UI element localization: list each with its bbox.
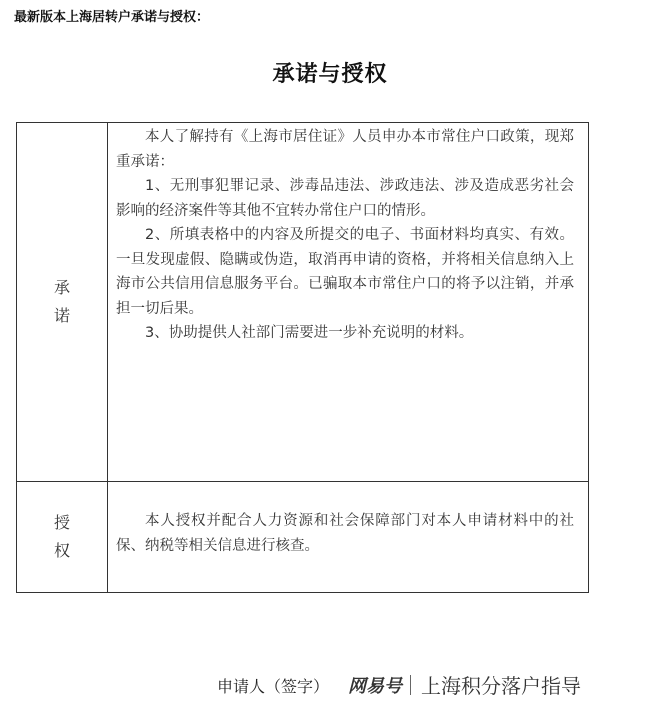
promise-label-cell	[17, 123, 108, 482]
promise-content	[108, 123, 588, 346]
promise-paragraph: 2、所填表格中的内容及所提交的电子、书面材料均真实、有效。一旦发现虚假、隐瞒或伪造，取消再申请的资格，并将相关信息纳入上海市公共信用信息服务平台。已骗取本市常住户口的将予以注销，并承担一切后果。	[116, 227, 574, 317]
signature-line: 申请人（签字）	[217, 677, 330, 696]
authorization-label-cell	[17, 482, 108, 593]
watermark	[348, 670, 581, 699]
promise-label	[17, 274, 107, 330]
promise-content-cell	[108, 123, 589, 482]
watermark-account-name: 上海积分落户指导	[421, 674, 581, 698]
promise-label-char: 承	[53, 278, 70, 297]
promise-paragraph: 1、无刑事犯罪记录、涉毒品违法、涉政违法、涉及造成恶劣社会影响的经济案件等其他不宜转办常住户口的情形。	[116, 178, 574, 219]
commitment-table	[16, 122, 589, 593]
page-title: 承诺与授权	[272, 62, 388, 87]
authorization-content	[108, 482, 588, 558]
authorization-row	[17, 482, 589, 593]
authorization-label	[17, 509, 107, 565]
watermark-logo: 网易号	[348, 675, 402, 697]
promise-paragraph: 本人了解持有《上海市居住证》人员申办本市常住户口政策，现郑重承诺：	[116, 129, 574, 170]
document-heading: 最新版本上海居转户承诺与授权：	[14, 10, 210, 25]
authorization-label-char: 授	[53, 513, 70, 532]
authorization-label-char: 权	[53, 541, 70, 560]
promise-label-char: 诺	[53, 306, 70, 325]
authorization-content-cell	[108, 482, 589, 593]
authorization-paragraph: 本人授权并配合人力资源和社会保障部门对本人申请材料中的社保、纳税等相关信息进行核查。	[116, 513, 574, 554]
promise-paragraph: 3、协助提供人社部门需要进一步补充说明的材料。	[145, 325, 474, 341]
promise-row	[17, 123, 589, 482]
watermark-divider	[410, 675, 411, 695]
